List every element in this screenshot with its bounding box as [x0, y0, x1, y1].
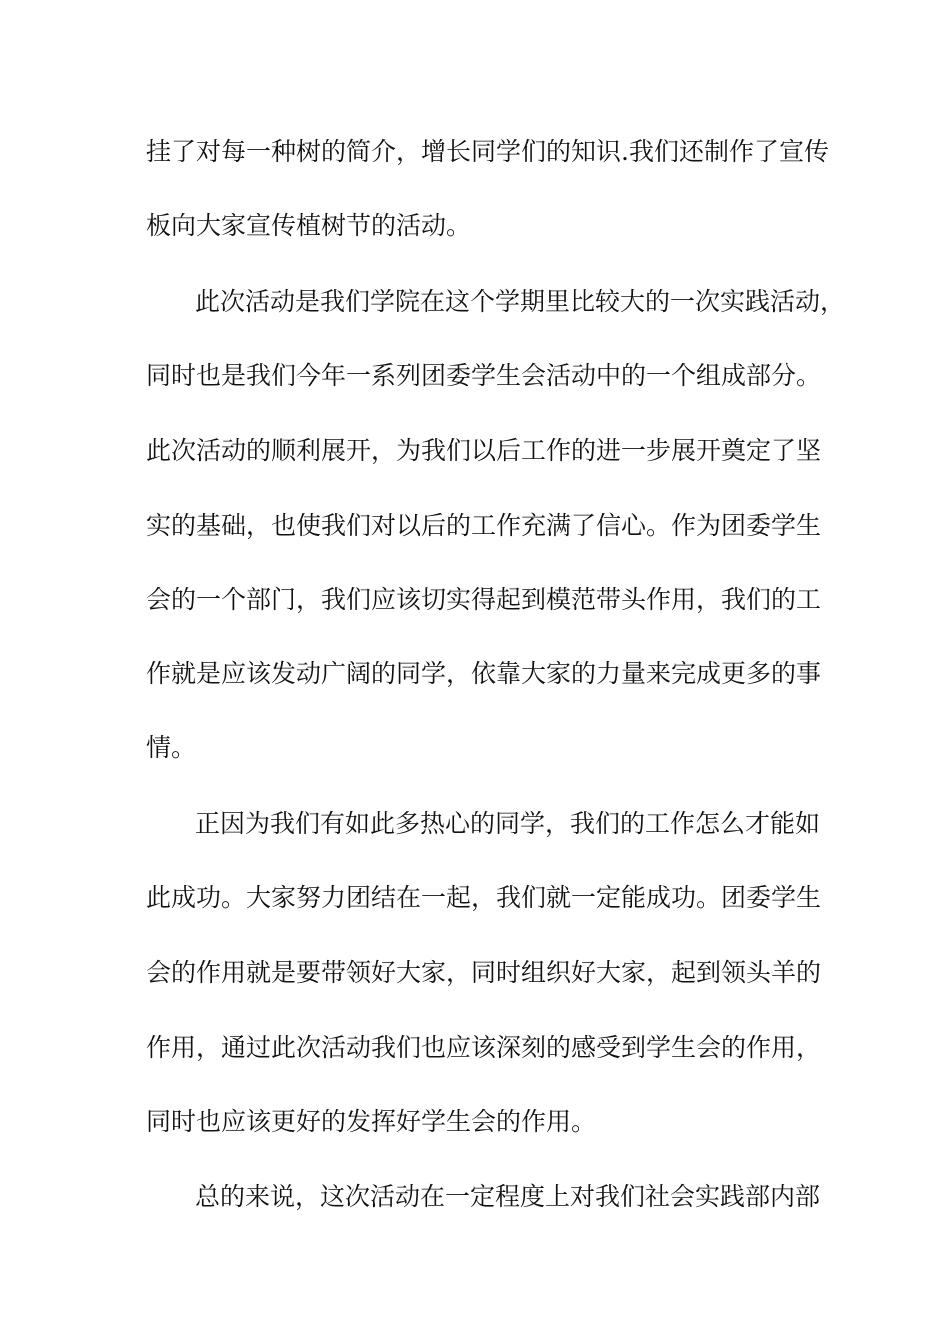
text-line: 作就是应该发动广阔的同学，依靠大家的力量来完成更多的事 [146, 659, 822, 688]
text-line: 此成功。大家努力团结在一起，我们就一定能成功。团委学生 [146, 883, 822, 912]
paragraph-first-line: 总的来说，这次活动在一定程度上对我们社会实践部内部 [195, 1182, 821, 1211]
text-line: 板向大家宣传植树节的活动。 [146, 211, 472, 240]
text-line: 会的一个部门，我们应该切实得起到模范带头作用，我们的工 [146, 585, 822, 614]
text-line: 情。 [146, 733, 197, 762]
text-line: 会的作用就是要带领好大家，同时组织好大家，起到领头羊的 [146, 958, 822, 987]
text-line: 此次活动的顺利展开，为我们以后工作的进一步展开奠定了坚 [146, 436, 822, 465]
text-line: 同时也应该更好的发挥好学生会的作用。 [146, 1107, 597, 1136]
text-line: 实的基础，也使我们对以后的工作充满了信心。作为团委学生 [146, 511, 822, 540]
paragraph-first-line: 正因为我们有如此多热心的同学，我们的工作怎么才能如 [195, 809, 821, 838]
text-line: 挂了对每一种树的简介，增长同学们的知识.我们还制作了宣传 [146, 137, 829, 166]
paragraph-first-line: 此次活动是我们学院在这个学期里比较大的一次实践活动， [195, 287, 846, 316]
text-line: 同时也是我们今年一系列团委学生会活动中的一个组成部分。 [146, 361, 822, 390]
text-line: 作用，通过此次活动我们也应该深刻的感受到学生会的作用， [146, 1033, 822, 1062]
